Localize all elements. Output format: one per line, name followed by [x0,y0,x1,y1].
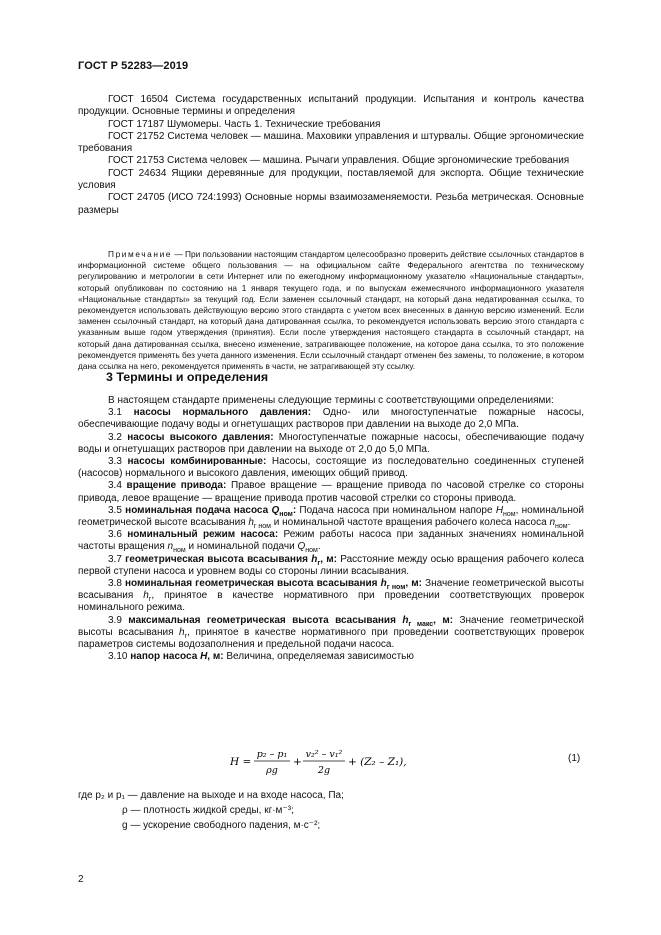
term-3-8: 3.8 номинальная геометрическая высота всасывания $h_{г ном}$, м: Значение геометрической высоты всасывания $h_г$, принятое в качестве нормативного при проведении соответствующих проверок номинального режима. [78,578,584,614]
term-3-4: 3.4 вращение привода: Правое вращение — вращение привода по часовой стрелке со стороны привода, левое вращение — вращение привода против часовой стрелки со стороны привода. [78,480,584,504]
formula-1 [230,745,470,777]
where-line-3: g — ускорение свободного падения, м·с⁻²; [122,820,321,831]
formula-plus: + [293,756,302,768]
formula-tail: + (Z₂ – Z₁), [348,756,407,768]
reference-item: ГОСТ 21753 Система человек — машина. Рычаги управления. Общие эргономические требования [108,155,570,167]
reference-list [78,94,584,217]
formula-denominator-2: 2g [317,765,331,776]
note-text: — При пользовании настоящим стандартом целесообразно проверить действие ссылочных стандартов в информационной системе общего пользования — на официальном сайте Федерального агентства по техническому регулированию и метрологии в сети Интернет или по ежегодному информационному указателю «Национальные стандарты», который опубликован по состоянию на 1 января текущего года, и по выпускам ежемесячного информационного указателя «Национальные стандарты» за текущий год. Если заменен ссылочный стандарт, на который дана недатированная ссылка, то рекомендуется использовать действующую версию этого стандарта с учетом всех внесенных в данную версию изменений. Если заменен ссылочный стандарт, на который дана датированная ссылка, то рекомендуется использовать версию этого стандарта с указанным выше годом утверждения (принятия). Если после утверждения настоящего стандарта в ссылочный стандарт, на который дана датированная ссылка, внесено изменение, затрагивающее положение, на которое дана ссылка, то это положение рекомендуется применять без учета данного изменения. Если ссылочный стандарт отменен без замены, то положение, в котором дана ссылка на него, рекомендуется применять в части, не затрагивающей эту ссылку. [78,249,584,372]
where-line-1: где p₂ и p₁ — давление на выходе и на входе насоса, Па; [78,790,344,801]
term-3-7: 3.7 геометрическая высота всасывания $h_г$, м: Расстояние между осью вращения рабочего колеса первой ступени насоса и уровнем воды со стороны линии всасывания. [78,553,584,577]
where-line-2: ρ — плотность жидкой среды, кг·м⁻³; [122,805,294,816]
formula-numerator-1: p₂ – p₁ [256,749,288,760]
document-header: ГОСТ Р 52283—2019 [78,60,189,72]
term-3-6: 3.6 номинальный режим насоса: Режим работы насоса при заданных значениях номинальной частоты вращения $n_{ном}$ и номинальной подачи $Q_{ном}$. [78,529,584,555]
note-lead: Примечание [108,249,173,259]
term-3-5: 3.5 номинальная подача насоса $Q_{ном}$: Подача насоса при номинальном напоре $H_{ном}$, номинальной геометрической высоте всасывания $h_{г ном}$ и номинальной частоте вращения рабочего колеса насоса $n_{ном}$. [78,504,584,531]
section-heading: 3 Термины и определения [106,370,269,384]
term-3-10: 3.10 напор насоса H, м: Величина, определяемая зависимостью [108,651,414,663]
formula-numerator-2: v₂² – v₁² [305,749,343,760]
formula-number: (1) [568,753,581,764]
page-number: 2 [78,874,84,885]
section-body [78,395,584,663]
term-3-3: 3.3 насосы комбинированные: Насосы, состоящие из последовательно соединенных ступеней (насосов) нормального и высокого давления, имеющих общий привод. [78,456,584,480]
reference-item: ГОСТ 16504 Система государственных испытаний продукции. Испытания и контроль качества продукции. Основные термины и определения [78,94,584,118]
formula-lhs: H = [230,756,252,768]
reference-item: ГОСТ 21752 Система человек — машина. Маховики управления и штурвалы. Общие эргономические требования [78,130,584,155]
term-3-9: 3.9 максимальная геометрическая высота всасывания $h_{г макс}$, м: Значение геометрической высоты всасывания $h_г$, принятое в качестве нормативного при проведении соответствующих проверок параметров системы водозаполнения и предельной подачи насоса. [78,614,584,651]
term-3-2: 3.2 насосы высокого давления: Многоступенчатые пожарные насосы, обеспечивающие подачу воды и огнетушащих растворов при давлении на выходе от 2,0 до 5,0 МПа. [78,431,585,455]
note-paragraph [78,249,584,372]
formula-denominator-1: ρg [266,765,278,776]
reference-item: ГОСТ 24705 (ИСО 724:1993) Основные нормы взаимозаменяемости. Резьба метрическая. Основные размеры [78,192,584,216]
section-intro: В настоящем стандарте применены следующие термины с соответствующими определениями: [108,395,554,406]
reference-item: ГОСТ 17187 Шумомеры. Часть 1. Технические требования [108,118,381,130]
reference-item: ГОСТ 24634 Ящики деревянные для продукции, поставляемой для экспорта. Общие технические условия [78,167,584,192]
term-3-1: 3.1 насосы нормального давления: Одно- или многоступенчатые пожарные насосы, обеспечивающие подачу воды и огнетушащих растворов при давлении на выходе до 2,0 МПа. [78,407,584,431]
